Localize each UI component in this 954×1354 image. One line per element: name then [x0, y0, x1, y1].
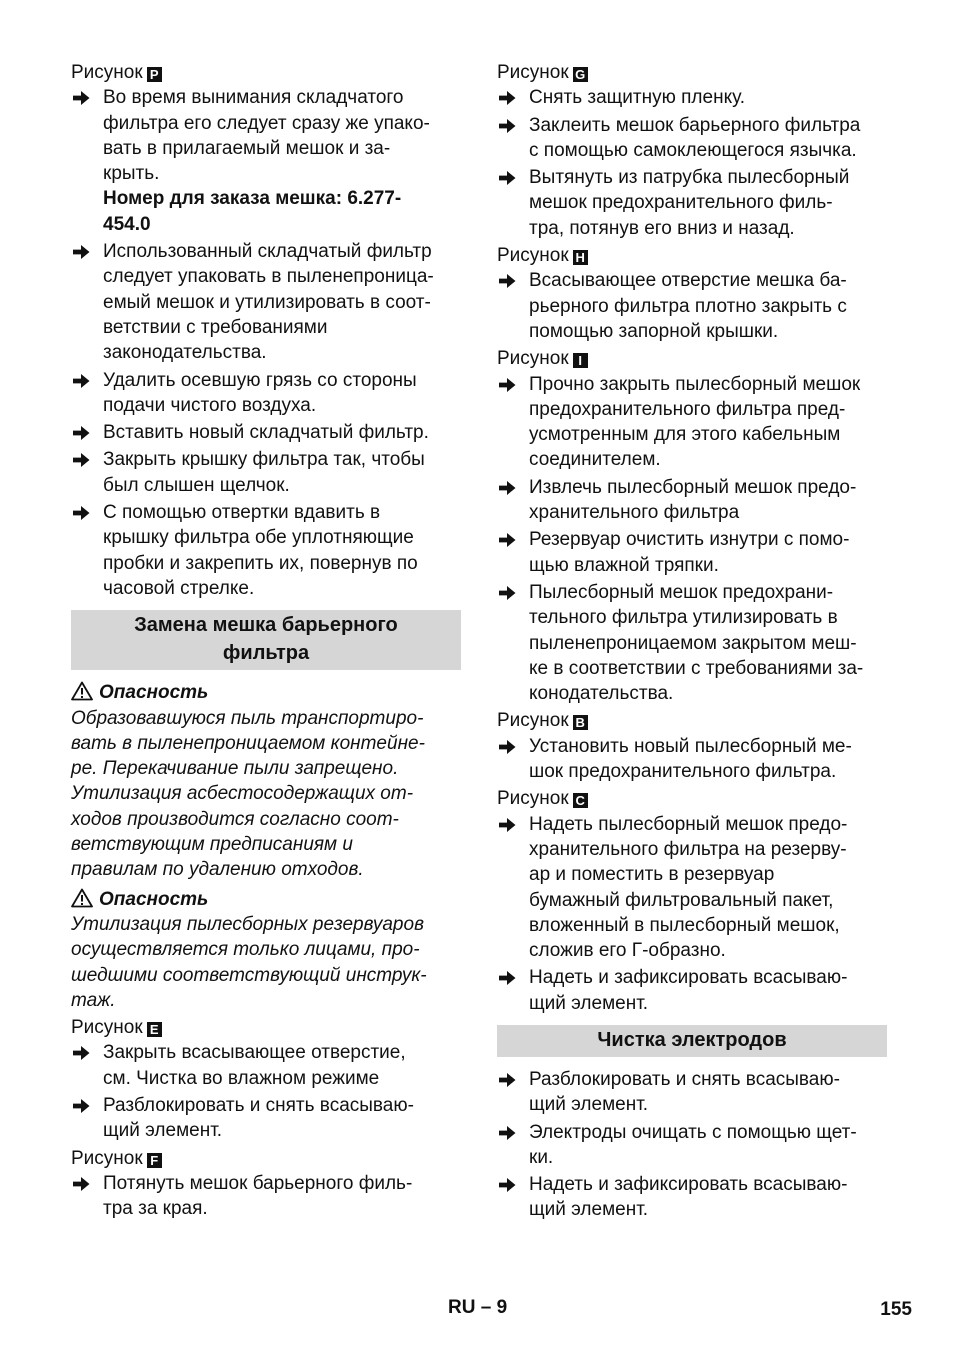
- instruction-line: Надеть и зафиксировать всасываю-: [529, 967, 848, 989]
- arrow-right-icon: [71, 242, 91, 262]
- right-column: [497, 58, 887, 1223]
- instruction-item: [497, 527, 887, 578]
- text-line: Утилизация пылесборных резервуаров: [71, 913, 424, 935]
- instruction-line: шок предохранительного фильтра.: [529, 761, 837, 783]
- arrow-right-icon: [71, 450, 91, 470]
- danger-title-text: Опасность: [99, 888, 209, 910]
- instruction-line: Заклеить мешок барьерного фильтра: [529, 114, 861, 136]
- instruction-item: [71, 1093, 461, 1144]
- figure-badge: I: [573, 353, 588, 368]
- text-line: вать в пыленепроницаемом контейне-: [71, 732, 425, 754]
- instruction-line: рьерного фильтра плотно закрыть с: [529, 295, 847, 317]
- arrow-right-icon: [71, 1174, 91, 1194]
- figure-ref-b: [497, 708, 887, 733]
- instruction-line: С помощью отвертки вдавить в: [103, 502, 381, 524]
- arrow-right-icon: [497, 271, 517, 291]
- section-heading-electrodes: [497, 1025, 887, 1057]
- figure-badge: C: [573, 793, 588, 808]
- instruction-item: [497, 580, 887, 706]
- footer-page-number: 155: [880, 1299, 912, 1320]
- instruction-line: ке в соответствии с требованиями за-: [529, 657, 864, 679]
- heading-line: Чистка электродов: [597, 1028, 787, 1051]
- text-line: Образовавшуюся пыль транспортиро-: [71, 707, 424, 729]
- instruction-line: Во время вынимания складчатого: [103, 87, 404, 109]
- instruction-line: емый мешок и утилизировать в соот-: [103, 291, 431, 313]
- figure-badge: H: [573, 250, 588, 265]
- instruction-item: [497, 372, 887, 473]
- text-line: шедшими соответствующий инструк-: [71, 964, 427, 986]
- instruction-item: [71, 1040, 461, 1091]
- instruction-line: пыленепроницаемом закрытом меш-: [529, 632, 857, 654]
- figure-badge: E: [147, 1022, 162, 1037]
- instruction-item: [497, 85, 887, 110]
- order-number-note: [71, 186, 461, 237]
- figure-label: Рисунок: [71, 1147, 143, 1169]
- instruction-line: Закрыть всасывающее отверстие,: [103, 1042, 406, 1064]
- instruction-line: щий элемент.: [529, 1094, 649, 1116]
- arrow-right-icon: [497, 1123, 517, 1143]
- instruction-line: см. Чистка во влажном режиме: [103, 1067, 380, 1089]
- text-line: Утилизация асбестосодержащих от-: [71, 783, 414, 805]
- instruction-line: тра, потянув его вниз и назад.: [529, 217, 795, 239]
- instruction-line: Установить новый пылесборный ме-: [529, 735, 852, 757]
- instruction-line: Резервуар очистить изнутри с помо-: [529, 529, 850, 551]
- figure-ref-p: [71, 60, 461, 85]
- instruction-line: Надеть пылесборный мешок предо-: [529, 813, 848, 835]
- instruction-line: ар и поместить в резервуар: [529, 864, 775, 886]
- danger-title: [71, 680, 461, 705]
- instruction-line: щий элемент.: [529, 992, 649, 1014]
- instruction-item: [497, 1172, 887, 1223]
- instruction-item: [497, 475, 887, 526]
- instruction-item: [71, 500, 461, 601]
- warning-triangle-icon: [71, 888, 93, 908]
- figure-label: Рисунок: [497, 62, 569, 83]
- instruction-item: [71, 420, 461, 445]
- section-heading-filter-bag: [71, 610, 461, 670]
- instruction-line: подачи чистого воздуха.: [103, 394, 317, 416]
- arrow-right-icon: [71, 423, 91, 443]
- figure-label: Рисунок: [497, 710, 569, 732]
- footer-section-label: RU – 9: [448, 1297, 508, 1318]
- note-line: Номер для заказа мешка: 6.277-: [103, 188, 402, 210]
- instruction-line: конодательства.: [529, 683, 674, 705]
- figure-badge: G: [573, 67, 588, 82]
- arrow-right-icon: [497, 815, 517, 835]
- heading-line: Замена мешка барьерного: [134, 614, 398, 637]
- instruction-line: крышку фильтра обе уплотняющие: [103, 527, 414, 549]
- danger-title: [71, 887, 461, 912]
- instruction-item: [497, 1067, 887, 1118]
- instruction-line: Надеть и зафиксировать всасываю-: [529, 1174, 848, 1196]
- figure-ref-g: [497, 60, 887, 85]
- instruction-line: Вытянуть из патрубка пылесборный: [529, 167, 850, 189]
- text-line: ре. Перекачивание пыли запрещено.: [71, 758, 399, 780]
- instruction-line: Пылесборный мешок предохрани-: [529, 581, 834, 603]
- instruction-item: [497, 965, 887, 1016]
- instruction-line: законодательства.: [103, 342, 267, 364]
- instruction-item: [71, 368, 461, 419]
- left-column: [71, 58, 461, 1221]
- instruction-line: Использованный складчатый фильтр: [103, 241, 432, 263]
- figure-badge: F: [147, 1153, 162, 1168]
- note-line: 454.0: [103, 213, 151, 235]
- arrow-right-icon: [71, 1096, 91, 1116]
- arrow-right-icon: [497, 737, 517, 757]
- instruction-line: с помощью самоклеющегося язычка.: [529, 139, 857, 161]
- figure-label: Рисунок: [497, 348, 569, 370]
- warning-triangle-icon: [71, 681, 93, 701]
- instruction-item: [71, 85, 461, 186]
- instruction-line: щий элемент.: [529, 1199, 649, 1221]
- text-line: ветствующим предписаниям и: [71, 834, 353, 856]
- arrow-right-icon: [71, 503, 91, 523]
- figure-badge: B: [573, 715, 588, 730]
- instruction-line: хранительного фильтра на резерву-: [529, 838, 847, 860]
- arrow-right-icon: [71, 371, 91, 391]
- instruction-line: Извлечь пылесборный мешок предо-: [529, 476, 857, 498]
- instruction-line: Электроды очищать с помощью щет-: [529, 1121, 857, 1143]
- instruction-line: бумажный фильтровальный пакет,: [529, 889, 834, 911]
- instruction-line: тра за края.: [103, 1198, 208, 1220]
- instruction-item: [497, 812, 887, 964]
- instruction-line: ки.: [529, 1146, 554, 1168]
- instruction-item: [71, 239, 461, 365]
- instruction-line: сложив его Г-образно.: [529, 940, 726, 962]
- instruction-line: Потянуть мешок барьерного филь-: [103, 1172, 413, 1194]
- danger-text: [71, 706, 461, 883]
- instruction-line: Снять защитную пленку.: [529, 87, 745, 109]
- figure-label: Рисунок: [71, 1017, 143, 1039]
- heading-line: фильтра: [222, 642, 310, 665]
- figure-label: Рисунок: [497, 788, 569, 810]
- arrow-right-icon: [497, 88, 517, 108]
- instruction-line: помощью запорной крышки.: [529, 320, 779, 342]
- instruction-line: Разблокировать и снять всасываю-: [529, 1068, 840, 1090]
- instruction-item: [497, 268, 887, 344]
- figure-label: Рисунок: [71, 62, 143, 83]
- arrow-right-icon: [71, 88, 91, 108]
- arrow-right-icon: [497, 116, 517, 136]
- arrow-right-icon: [71, 1043, 91, 1063]
- instruction-line: вложенный в пылесборный мешок,: [529, 914, 840, 936]
- instruction-line: Удалить осевшую грязь со стороны: [103, 369, 417, 391]
- arrow-right-icon: [497, 583, 517, 603]
- text-line: правилам по удалению отходов.: [71, 859, 364, 881]
- arrow-right-icon: [497, 1175, 517, 1195]
- instruction-line: усмотренным для этого кабельным: [529, 424, 841, 446]
- instruction-line: Прочно закрыть пылесборный мешок: [529, 373, 861, 395]
- instruction-line: ветствии с требованиями: [103, 316, 328, 338]
- instruction-line: предохранительного фильтра пред-: [529, 398, 846, 420]
- instruction-line: мешок предохранительного филь-: [529, 192, 833, 214]
- text-line: ходов производится согласно соот-: [71, 808, 399, 830]
- figure-badge: P: [147, 67, 162, 82]
- instruction-item: [71, 1171, 461, 1222]
- instruction-line: Разблокировать и снять всасываю-: [103, 1094, 414, 1116]
- text-line: таж.: [71, 989, 116, 1011]
- arrow-right-icon: [497, 168, 517, 188]
- instruction-line: крыть.: [103, 163, 160, 185]
- instruction-line: пробки и закрепить их, повернув по: [103, 552, 418, 574]
- instruction-line: часовой стрелке.: [103, 577, 255, 599]
- arrow-right-icon: [497, 375, 517, 395]
- instruction-line: вать в прилагаемый мешок и за-: [103, 137, 391, 159]
- instruction-item: [497, 734, 887, 785]
- instruction-line: Вставить новый складчатый фильтр.: [103, 422, 429, 444]
- figure-ref-e: [71, 1015, 461, 1040]
- danger-text: [71, 912, 461, 1013]
- figure-ref-i: [497, 346, 887, 371]
- instruction-line: щий элемент.: [103, 1120, 223, 1142]
- instruction-line: следует упаковать в пыленепроница-: [103, 266, 434, 288]
- instruction-line: тельного фильтра утилизировать в: [529, 607, 838, 629]
- figure-ref-f: [71, 1146, 461, 1171]
- instruction-item: [71, 447, 461, 498]
- instruction-line: хранительного фильтра: [529, 502, 740, 524]
- danger-title-text: Опасность: [99, 682, 209, 704]
- instruction-item: [497, 113, 887, 164]
- instruction-line: Закрыть крышку фильтра так, чтобы: [103, 449, 425, 471]
- figure-ref-h: [497, 243, 887, 268]
- arrow-right-icon: [497, 1070, 517, 1090]
- figure-label: Рисунок: [497, 245, 569, 267]
- arrow-right-icon: [497, 530, 517, 550]
- instruction-line: Всасывающее отверстие мешка ба-: [529, 270, 847, 292]
- instruction-line: щью влажной тряпки.: [529, 554, 719, 576]
- instruction-item: [497, 165, 887, 241]
- arrow-right-icon: [497, 478, 517, 498]
- arrow-right-icon: [497, 968, 517, 988]
- instruction-item: [497, 1120, 887, 1171]
- figure-ref-c: [497, 786, 887, 811]
- instruction-line: был слышен щелчок.: [103, 474, 290, 496]
- text-line: осуществляется только лицами, про-: [71, 939, 420, 961]
- instruction-line: соединителем.: [529, 449, 661, 471]
- instruction-line: фильтра его следует сразу же упако-: [103, 112, 430, 134]
